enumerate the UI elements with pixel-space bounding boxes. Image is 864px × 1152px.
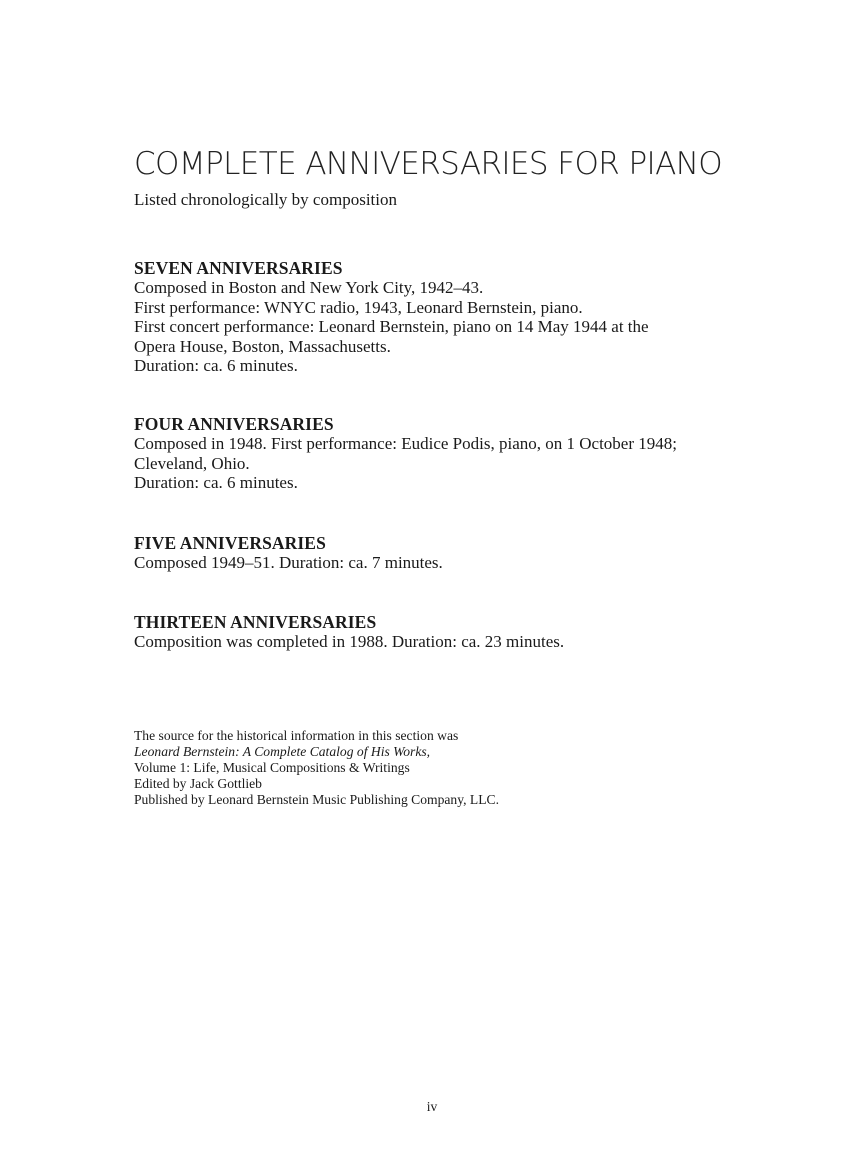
- work-seven-anniversaries: [134, 258, 754, 376]
- source-volume: Volume 1: Life, Musical Compositions & Writings: [134, 760, 410, 775]
- work-five-anniversaries: [134, 533, 754, 573]
- work-title: FOUR ANNIVERSARIES: [134, 414, 334, 434]
- work-detail-line: Composed in 1948. First performance: Eudice Podis, piano, on 1 October 1948;: [134, 434, 677, 453]
- source-intro: The source for the historical information in this section was: [134, 728, 459, 743]
- work-four-anniversaries: [134, 414, 754, 493]
- work-detail-line: Composed in Boston and New York City, 1942–43.: [134, 278, 484, 297]
- page-number: iv: [426, 1099, 438, 1114]
- work-thirteen-anniversaries: [134, 612, 754, 652]
- page-subtitle: Listed chronologically by composition: [134, 190, 397, 209]
- work-detail-line: Composed 1949–51. Duration: ca. 7 minutes.: [134, 553, 443, 572]
- work-detail-line: First performance: WNYC radio, 1943, Leonard Bernstein, piano.: [134, 297, 583, 317]
- source-note: [134, 728, 754, 808]
- work-title: FIVE ANNIVERSARIES: [134, 533, 326, 553]
- work-detail-line: Duration: ca. 6 minutes.: [134, 473, 298, 493]
- work-title: SEVEN ANNIVERSARIES: [134, 258, 343, 278]
- work-detail-line: Composition was completed in 1988. Duration: ca. 23 minutes.: [134, 632, 565, 651]
- work-detail-line: Duration: ca. 6 minutes.: [134, 356, 298, 376]
- source-editor: Edited by Jack Gottlieb: [134, 776, 262, 791]
- work-detail-line: Cleveland, Ohio.: [134, 453, 250, 473]
- work-detail-line: Opera House, Boston, Massachusetts.: [134, 336, 391, 356]
- source-book-title: Leonard Bernstein: A Complete Catalog of His Works,: [134, 744, 431, 759]
- work-detail-line: First concert performance: Leonard Bernstein, piano on 14 May 1944 at the: [134, 317, 649, 337]
- source-publisher: Published by Leonard Bernstein Music Publishing Company, LLC.: [134, 792, 499, 807]
- work-title: THIRTEEN ANNIVERSARIES: [134, 612, 377, 632]
- page-title: COMPLETE ANNIVERSARIES FOR PIANO: [134, 146, 723, 182]
